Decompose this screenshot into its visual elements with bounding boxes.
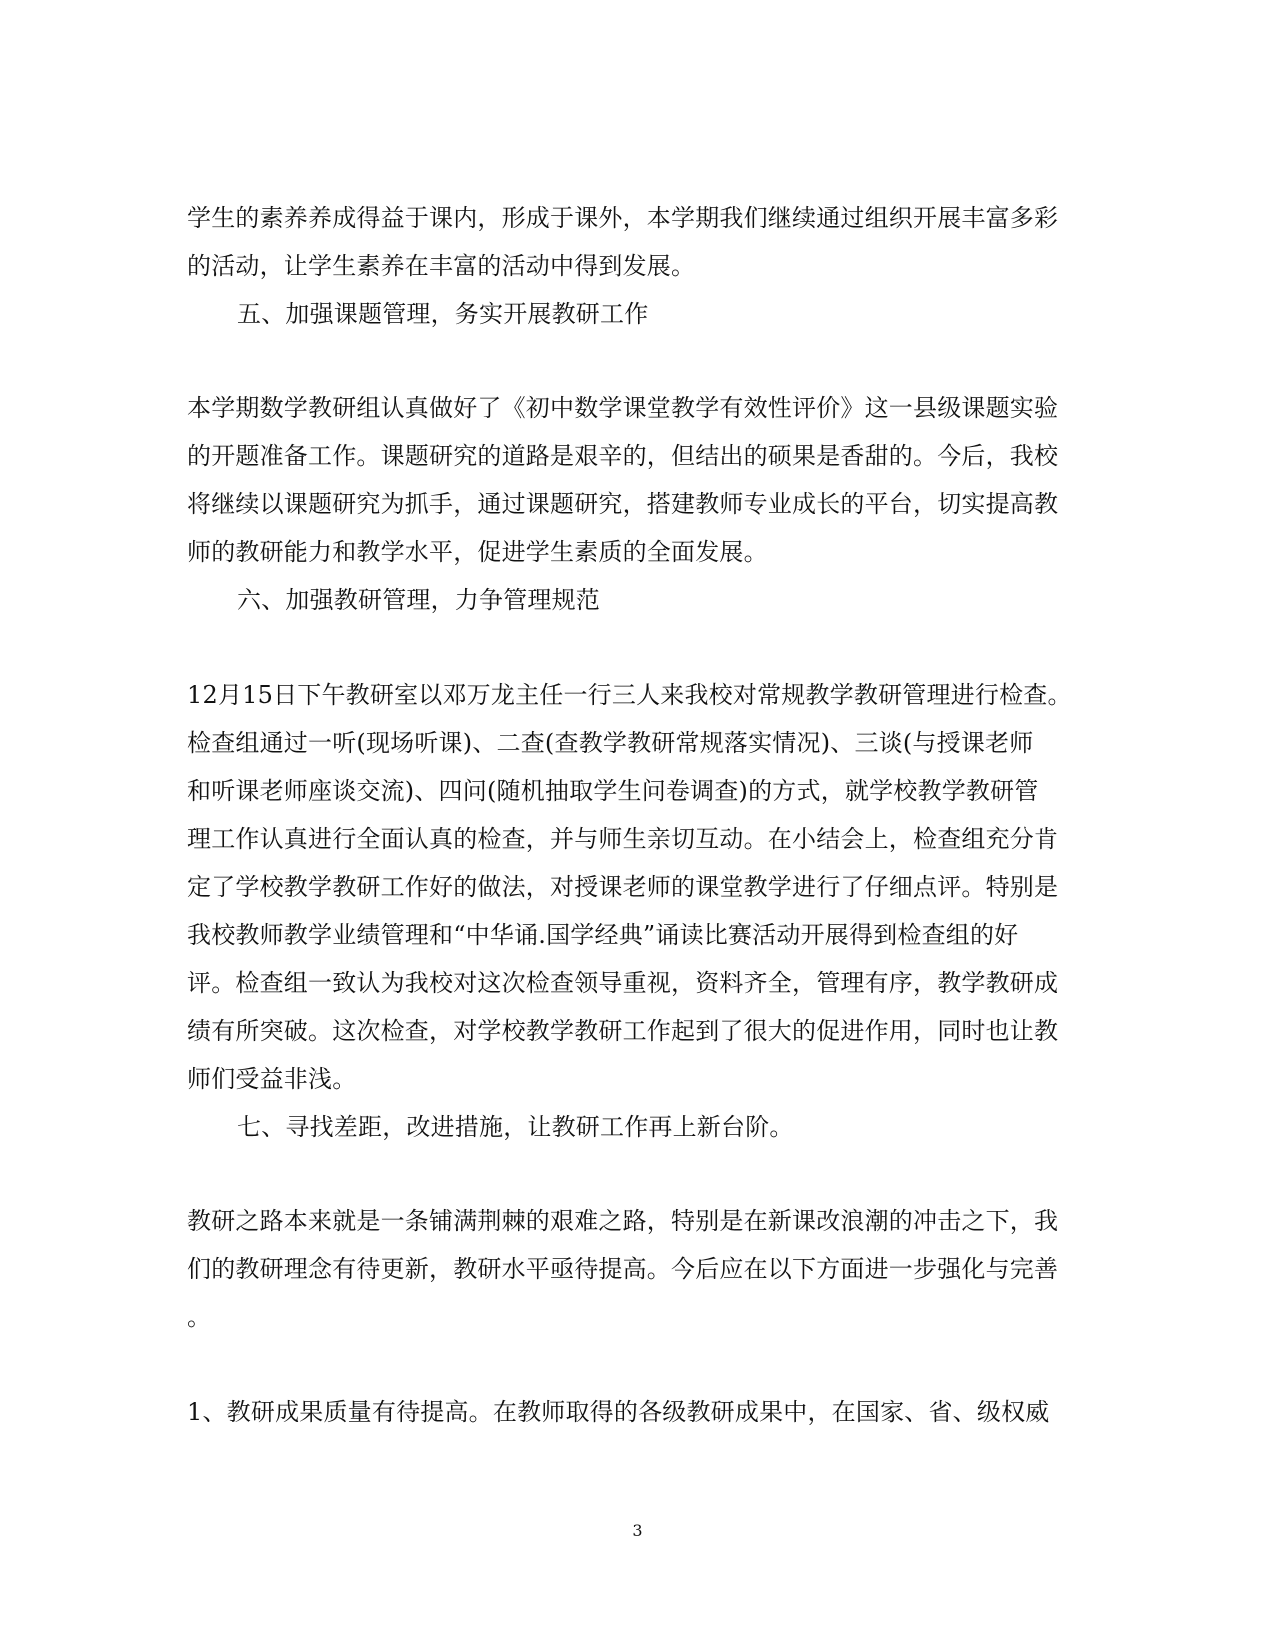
paragraph-line: 我校教师教学业绩管理和“中华诵.国学经典”诵读比赛活动开展得到检查组的好 [187, 921, 1019, 949]
paragraph-line: 1、教研成果质量有待提高。在教师取得的各级教研成果中，在国家、省、级权威 [187, 1398, 1050, 1426]
paragraph-line: 们的教研理念有待更新，教研水平亟待提高。今后应在以下方面进一步强化与完善 [187, 1255, 1059, 1283]
paragraph-line: 理工作认真进行全面认真的检查，并与师生亲切互动。在小结会上，检查组充分肯 [187, 825, 1059, 853]
paragraph-line: 。 [187, 1303, 212, 1331]
paragraph-line: 12月15日下午教研室以邓万龙主任一行三人来我校对常规教学教研管理进行检查。 [187, 681, 1072, 709]
paragraph-line: 和听课老师座谈交流)、四问(随机抽取学生问卷调查)的方式，就学校教学教研管 [187, 777, 1039, 805]
section-heading-5: 五、加强课题管理，务实开展教研工作 [237, 300, 649, 328]
paragraph-line: 定了学校教学教研工作好的做法，对授课老师的课堂教学进行了仔细点评。特别是 [187, 873, 1059, 901]
paragraph-line: 的开题准备工作。课题研究的道路是艰辛的，但结出的硕果是香甜的。今后，我校 [187, 442, 1059, 470]
paragraph-line: 师们受益非浅。 [187, 1065, 357, 1093]
paragraph-line: 本学期数学教研组认真做好了《初中数学课堂教学有效性评价》这一县级课题实验 [187, 394, 1059, 422]
paragraph-line: 评。检查组一致认为我校对这次检查领导重视，资料齐全，管理有序，教学教研成 [187, 969, 1059, 997]
paragraph-line: 师的教研能力和教学水平，促进学生素质的全面发展。 [187, 538, 768, 566]
paragraph-line: 检查组通过一听(现场听课)、二查(查教学教研常规落实情况)、三谈(与授课老师 [187, 729, 1034, 757]
section-heading-7: 七、寻找差距，改进措施，让教研工作再上新台阶。 [237, 1113, 794, 1141]
page-number: 3 [632, 1521, 643, 1540]
paragraph-line: 绩有所突破。这次检查，对学校教学教研工作起到了很大的促进作用，同时也让教 [187, 1017, 1059, 1045]
paragraph-line: 学生的素养养成得益于课内，形成于课外，本学期我们继续通过组织开展丰富多彩 [187, 204, 1059, 232]
section-heading-6: 六、加强教研管理，力争管理规范 [237, 586, 600, 614]
paragraph-line: 教研之路本来就是一条铺满荆棘的艰难之路，特别是在新课改浪潮的冲击之下，我 [187, 1207, 1059, 1235]
paragraph-line: 的活动，让学生素养在丰富的活动中得到发展。 [187, 252, 696, 280]
paragraph-line: 将继续以课题研究为抓手，通过课题研究，搭建教师专业成长的平台，切实提高教 [187, 490, 1059, 518]
